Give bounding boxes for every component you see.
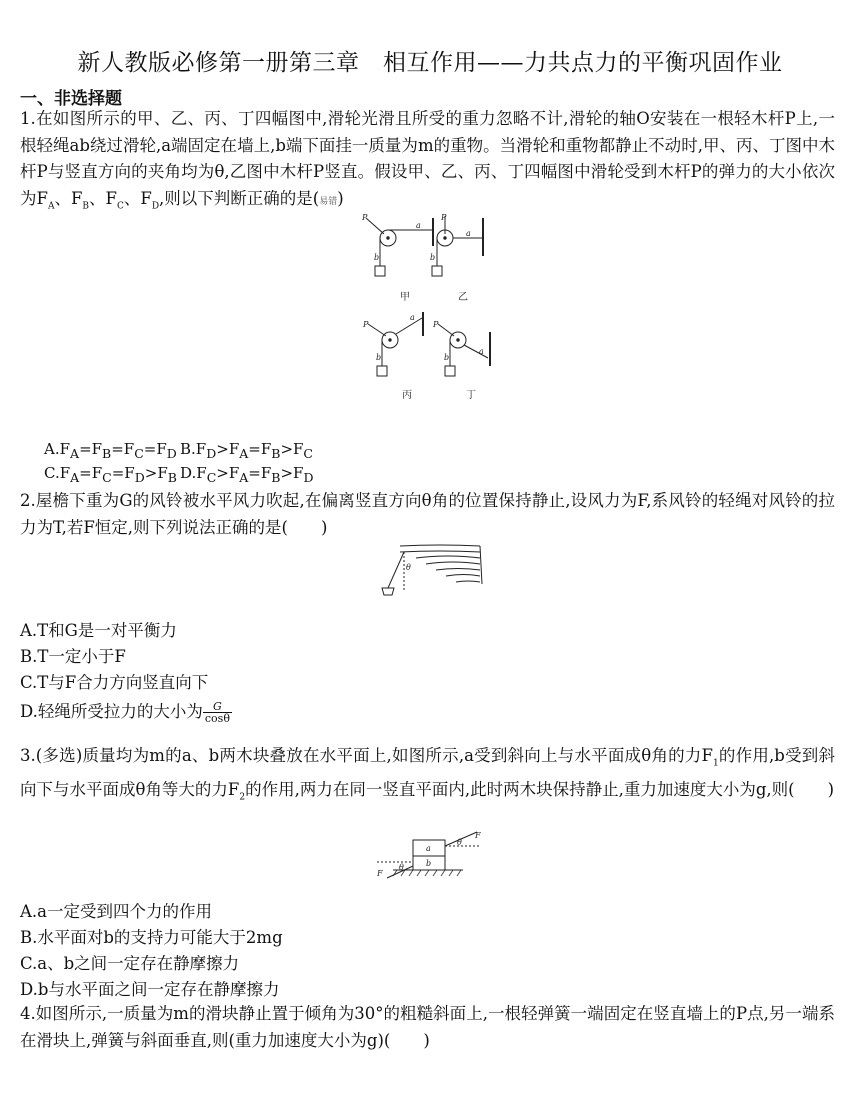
section-heading: 一、非选择题	[20, 89, 122, 109]
page-title: 新人教版必修第一册第三章 相互作用——力共点力的平衡巩固作业	[77, 50, 783, 76]
question-2-option-b[interactable]: B.T一定小于F	[20, 647, 126, 666]
svg-text:a: a	[479, 347, 484, 356]
question-2-option-d-text: D.轻绳所受拉力的大小为	[20, 702, 203, 721]
question-1-text-tail: 则以下判断正确的是(	[164, 188, 320, 208]
figure-label-ding: 丁	[466, 390, 476, 401]
svg-text:P: P	[362, 213, 368, 222]
svg-text:F: F	[475, 831, 481, 840]
svg-text:b: b	[376, 353, 382, 362]
svg-text:b: b	[374, 253, 380, 262]
question-3-option-c[interactable]: C.a、b之间一定存在静摩擦力	[20, 954, 240, 973]
question-2-option-c[interactable]: C.T与F合力方向竖直向下	[20, 673, 209, 692]
svg-text:θ: θ	[399, 863, 404, 872]
question-3-option-d[interactable]: D.b与水平面之间一定存在静摩擦力	[20, 980, 280, 999]
svg-text:P: P	[363, 320, 369, 329]
svg-text:θ: θ	[457, 838, 462, 847]
figure-label-yi: 乙	[458, 292, 468, 303]
question-3-option-b[interactable]: B.水平面对b的支持力可能大于2mg	[20, 928, 283, 947]
fraction-g-over-cos-theta: $\frac{G}{\cos\theta}$	[204, 700, 230, 725]
question-2-stem: 2.屋檐下重为G的风铃被水平风力吹起,在偏离竖直方向θ角的位置保持静止,设风力为F,系风铃的轻绳对风铃的拉力为T,若F恒定,则下列说法正确的是( )	[20, 491, 835, 537]
question-3-text-a: 3.(多选)质量均为m的a、b两木块叠放在水平面上,如图所示,a受到斜向上与水平面成θ角的力F	[20, 746, 713, 765]
question-3-text-b: 的作用,b受到斜向下与水平面成θ角等大的力F	[20, 746, 835, 799]
svg-text:a: a	[416, 221, 421, 230]
question-1-option-d[interactable]: $D.F_C>F_A=F_B>F_D$	[180, 464, 314, 485]
question-1-stem: 1.在如图所示的甲、乙、丙、丁四幅图中,滑轮光滑且所受的重力忽略不计,滑轮的轴O安装在一根轻木杆P上,一根轻绳ab绕过滑轮,a端固定在墙上,b端下面挂一质量为m的重物。当滑轮和重物都静止不动时,甲、丙、丁图中木杆P与竖直方向的夹角均为θ,乙图中木杆P竖直。假设甲、乙、丙、丁四幅图中滑轮受到木杆P的弹力的大小依次为$F_A$、$F_B$、$F_C$、$F_D$,则以下判断正确的是(易错)	[20, 109, 835, 211]
svg-text:a: a	[426, 844, 431, 853]
question-3-text-c: 的作用,两力在同一竖直平面内,此时两木块保持静止,重力加速度大小为g,则( )	[245, 779, 835, 799]
svg-text:b: b	[430, 253, 436, 262]
svg-text:b: b	[444, 353, 450, 362]
svg-text:b: b	[426, 859, 432, 868]
question-1-option-b[interactable]: $B.F_D>F_A=F_B>F_C$	[180, 440, 313, 461]
figure-label-bing: 丙	[402, 390, 412, 401]
figure-label-jia: 甲	[400, 292, 410, 303]
question-1-tag: 易错	[319, 196, 338, 207]
svg-text:P: P	[441, 213, 447, 222]
svg-text:a: a	[410, 313, 415, 322]
svg-text:F: F	[377, 869, 383, 878]
question-1-option-a[interactable]: $A.F_A=F_B=F_C=F_D$	[44, 440, 177, 461]
question-2-option-d[interactable]	[20, 698, 232, 724]
question-2-option-a[interactable]: A.T和G是一对平衡力	[20, 621, 177, 640]
question-3-figure	[373, 828, 488, 886]
question-1-figure	[360, 212, 510, 412]
question-1-option-c[interactable]: $C.F_A=F_C=F_D>F_B$	[44, 464, 177, 485]
svg-text:a: a	[466, 229, 471, 238]
question-4-stem: 4.如图所示,一质量为m的滑块静止置于倾角为30°的粗糙斜面上,一根轻弹簧一端固定在竖直墙上的P点,另一端系在滑块上,弹簧与斜面垂直,则(重力加速度大小为g)( )	[20, 1004, 835, 1050]
question-3-option-a[interactable]: A.a一定受到四个力的作用	[20, 902, 212, 921]
question-3-stem: 3.(多选)质量均为m的a、b两木块叠放在水平面上,如图所示,a受到斜向上与水平面成θ角的力$F_1$的作用,b受到斜向下与水平面成θ角等大的力$F_2$的作用,两力在同一竖直平面内,此时两木块保持静止,重力加速度大小为g,则( )	[20, 746, 835, 803]
svg-text:P: P	[433, 320, 439, 329]
svg-text:θ: θ	[406, 563, 411, 572]
question-1-text: 1.在如图所示的甲、乙、丙、丁四幅图中,滑轮光滑且所受的重力忽略不计,滑轮的轴O安装在一根轻木杆P上,一根轻绳ab绕过滑轮,a端固定在墙上,b端下面挂一质量为m的重物。当滑轮和重物都静止不动时,甲、丙、丁图中木杆P与竖直方向的夹角均为θ,乙图中木杆P竖直。假设甲、乙、丙、丁四幅图中滑轮受到木杆P的弹力的大小依次为F	[20, 109, 835, 208]
question-2-figure	[370, 540, 485, 610]
